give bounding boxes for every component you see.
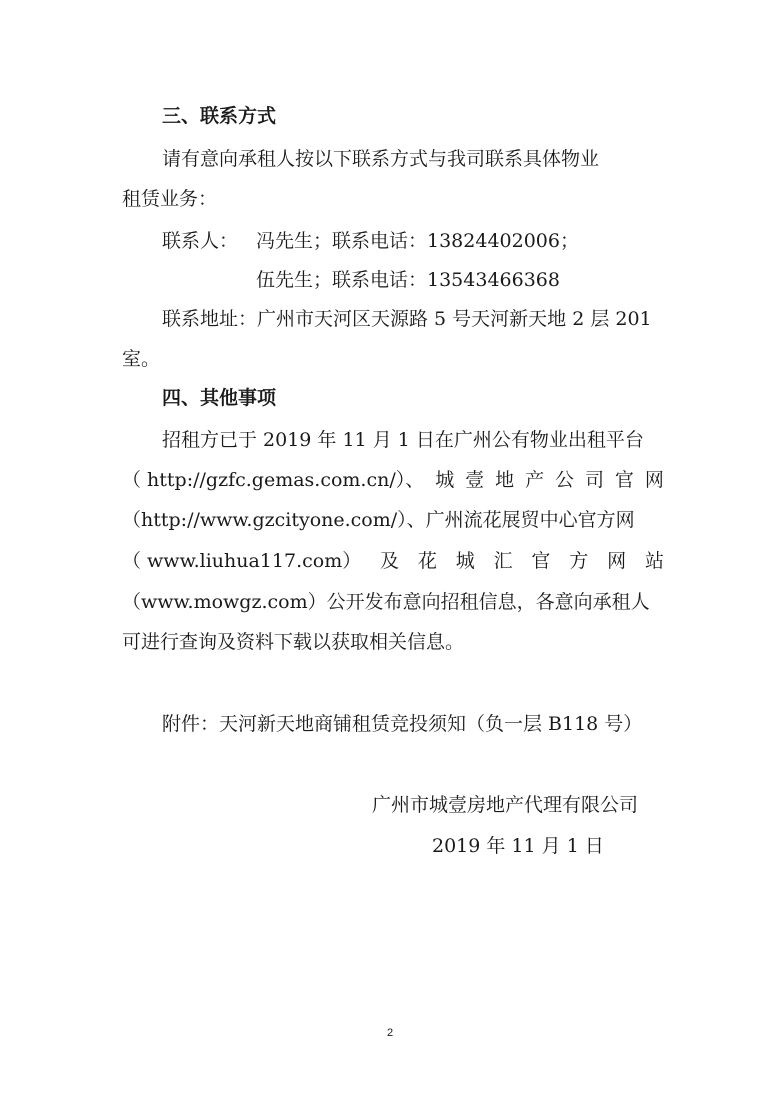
address-line-2: 室。 [122, 348, 161, 370]
section-3-intro-line-2: 租赁业务： [122, 188, 218, 210]
signature-date: 2019 年 11 月 1 日 [432, 835, 604, 857]
page-number: 2 [386, 1027, 394, 1039]
section-3-intro-line-1: 请有意向承租人按以下联系方式与我司联系具体物业 [162, 148, 600, 170]
section-4-line-6: 可进行查询及资料下载以获取相关信息。 [122, 631, 465, 653]
gzfc-url-text: （ http://gzfc.gemas.com.cn/）、 [122, 469, 425, 491]
attachment-note: 附件：天河新天地商铺租赁竞投须知（负一层 B118 号） [162, 713, 643, 735]
contact-label: 联系人： [162, 230, 239, 252]
section-4-line-2: （ http://gzfc.gemas.com.cn/）、 城 壹 地 产 公 司 官 网 [122, 469, 664, 491]
section-4-heading: 四、其他事项 [162, 387, 277, 409]
section-3-heading: 三、联系方式 [162, 105, 277, 127]
signature-company: 广州市城壹房地产代理有限公司 [372, 794, 639, 816]
section-4-line-5: （www.mowgz.com）公开发布意向招租信息，各意向承租人 [122, 591, 650, 613]
liuhua-url-text: （ www.liuhua117.com） [122, 550, 362, 572]
section-4-line-3: （http://www.gzcityone.com/）、广州流花展贸中心官方网 [122, 509, 635, 531]
address-line-1: 联系地址：广州市天河区天源路 5 号天河新天地 2 层 201 [162, 308, 652, 330]
section-4-line-1: 招租方已于 2019 年 11 月 1 日在广州公有物业出租平台 [162, 429, 644, 451]
contact-wu: 伍先生；联系电话：13543466368 [256, 269, 560, 291]
contact-feng: 冯先生；联系电话：13824402006； [256, 230, 579, 252]
section-4-line-4: （ www.liuhua117.com） 及 花 城 汇 官 方 网 站 [122, 550, 664, 572]
